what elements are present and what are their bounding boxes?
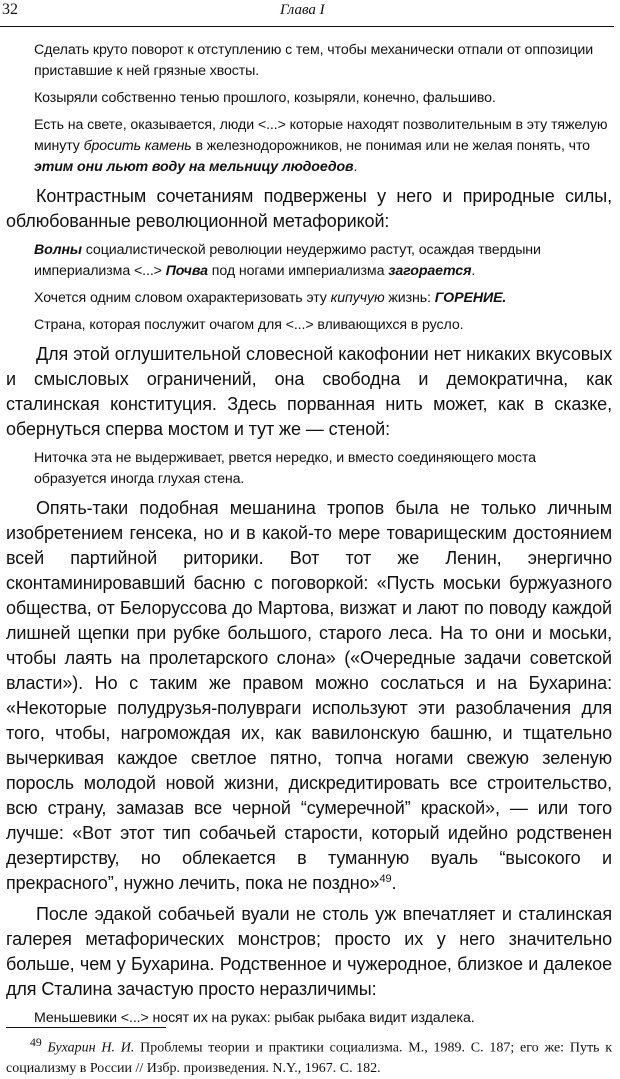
- quote-5-emphasis: ГОРЕНИЕ.: [434, 290, 507, 306]
- quote-4: [34, 240, 612, 282]
- paragraph-2: Для этой оглушительной словесной какофонии нет никаких вкусовых и смысловых ограничений, она свободна и демократична, как сталинская конституция. Здесь порванная нить может, как в сказке, обернуться сперва мостом и тут же — стеной:: [6, 344, 612, 439]
- paragraph-1: Контрастным сочетаниям подвержены у него и природные силы, облюбованные революционной метафорикой:: [6, 186, 612, 231]
- footnote-49: [6, 1033, 612, 1079]
- quote-4-emphasis-1: Волны: [34, 242, 82, 258]
- quote-3-part-c: в железнодорожников, не понимая или не желая понять, что: [191, 138, 590, 154]
- chapter-title: Глава I: [280, 2, 325, 18]
- page-number: 32: [2, 1, 18, 18]
- footnote-number: 49: [30, 1036, 42, 1049]
- page-content: [6, 40, 612, 1035]
- quote-5-italic: кипучую: [330, 290, 385, 306]
- quote-4-emphasis-3: загорается: [388, 263, 472, 279]
- quote-8: Меньшевики <...> носят их на руках: рыбак рыбака видит издалека.: [34, 1010, 475, 1026]
- quote-7: Ниточка эта не выдерживает, рвется нередко, и вместо соединяющего моста образуется иногда глухая стена.: [34, 450, 536, 487]
- quote-3-emphasis: этим они льют воду на мельницу людоедов: [34, 159, 354, 175]
- quote-3-part-a: Есть на свете, оказывается, люди <...> которые находят позволительным в эту тяжелую минуту: [34, 117, 608, 154]
- quote-5: [34, 288, 612, 309]
- quote-5-part-c: жизнь:: [384, 290, 435, 306]
- quote-2: Козыряли собственно тенью прошлого, козыряли, конечно, фальшиво.: [34, 90, 496, 106]
- footnote-ref-49[interactable]: 49: [379, 873, 392, 885]
- quote-3: [34, 115, 612, 178]
- quote-5-part-a: Хочется одним словом охарактеризовать эту: [34, 290, 331, 306]
- paragraph-3-text: Опять-таки подобная мешанина тропов была не только личным изобретением генсека, но и в какой-то мере товарищеским достоянием всей партийной риторики. Вот тот же Ленин, энергично сконтаминировавший басню с поговоркой: «Пусть моськи буржуазного общества, от Белоруссова до Мартова, визжат и лают по поводу каждой лишней щепки при рубке большого, старого леса. На то они и моськи, чтобы лаять на пролетарского слона» («Очередные задачи советской власти»). Но с таким же правом можно сослаться и на Бухарина: «Некоторые полудрузья-полувраги используют эти разоблачения для того, чтобы, нагромождая их, как вавилонскую башню, и тщательно вычеркивая каждое светлое пятно, топча ногами свежую зеленую поросль молодой новой жизни, дискредитировать все строительство, всю страну, замазав все черной “сумеречной” краской», — или того лучше: «Вот этот тип собачьей старости, который идейно родственен дезертирству, но облекается в туманную вуаль “высокого и прекрасного”, нужно лечить, пока не поздно»: [6, 498, 612, 893]
- quote-4-part-b: социалистической революции неудержимо растут, осаждая твердыни империализма <...>: [34, 242, 541, 279]
- quote-4-part-d: под ногами империализма: [207, 263, 389, 279]
- running-head: [0, 0, 614, 27]
- footnote-rule: [6, 1027, 166, 1028]
- footnote-text: Проблемы теории и практики социализма. М., 1989. С. 187; его же: Путь к социализму в России // Избр. произведения. N.Y., 1967. С. 182.: [6, 1040, 613, 1076]
- quote-1: Сделать круто поворот к отступлению с тем, чтобы механически отпали от оппозиции приставшие к ней грязные хвосты.: [34, 42, 594, 79]
- quote-4-emphasis-2: Почва: [165, 263, 208, 279]
- quote-3-part-e: .: [353, 159, 358, 175]
- footnote-author: Бухарин Н. И.: [47, 1040, 135, 1056]
- quote-3-italic-1: бросить камень: [83, 138, 192, 154]
- paragraph-3: Опять-таки подобная мешанина тропов была не только личным изобретением генсека, но и в какой-то мере товарищеским достоянием всей партийной риторики. Вот тот же Ленин, энергично сконтаминировавший басню с поговоркой: «Пусть моськи буржуазного общества, от Белоруссова до Мартова, визжат и лают по поводу каждой лишней щепки при рубке большого, старого леса. На то они и моськи, чтобы лаять на пролетарского слона» («Очередные задачи советской власти»). Но с таким же правом можно сослаться и на Бухарина: «Некоторые полудрузья-полувраги используют эти разоблачения для того, чтобы, нагромождая их, как вавилонскую башню, и тщательно вычеркивая каждое светлое пятно, топча ногами свежую зеленую поросль молодой новой жизни, дискредитировать все строительство, всю страну, замазав все черной “сумеречной” краской», — или того лучше: «Вот этот тип собачьей старости, который идейно родственен дезертирству, но облекается в туманную вуаль “высокого и прекрасного”, нужно лечить, пока не поздно»$^{49}$.: [6, 498, 612, 893]
- quote-4-part-f: .: [471, 263, 476, 279]
- paragraph-4: После эдакой собачьей вуали не столь уж впечатляет и сталинская галерея метафорических монстров; просто их у него значительно больше, чем у Бухарина. Родственное и чужеродное, близкое и далекое для Сталина зачастую просто неразличимы:: [6, 904, 612, 999]
- quote-6: Страна, которая послужит очагом для <...> вливающихся в русло.: [34, 317, 464, 333]
